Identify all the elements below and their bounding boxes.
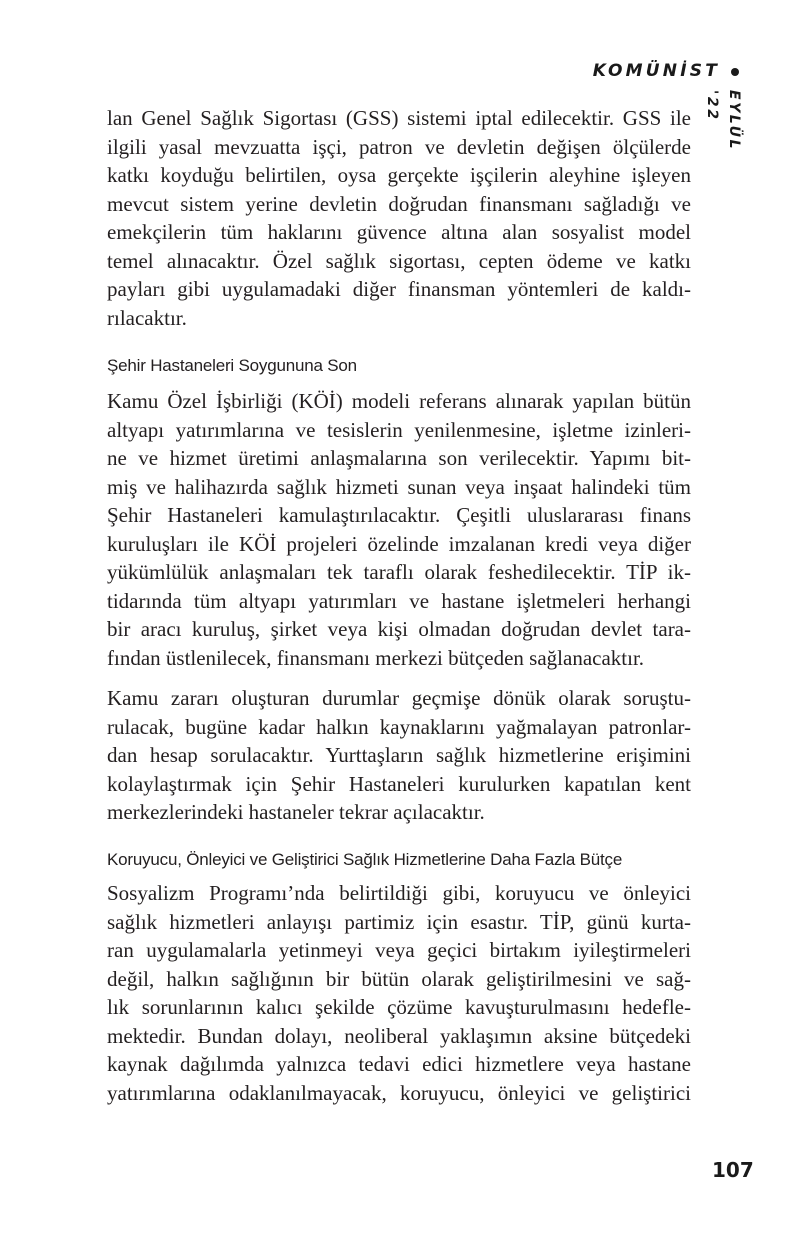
text-line: kaynak dağılımda yalnızca tedavi edici hizmetlere veya hastane — [107, 1052, 691, 1076]
text-line: kolaylaştırmak için Şehir Hastaneleri kurulurken kapatılan kent — [107, 771, 691, 796]
text-line: yatırımlarına odaklanılmayacak, koruyucu, önleyici ve geliştirici — [107, 1080, 691, 1105]
text-line: bir aracı kuruluş, şirket veya kişi olmadan doğrudan devlet tara- — [107, 617, 691, 641]
section-heading: Koruyucu, Önleyici ve Geliştirici Sağlık Hizmetlerine Daha Fazla Bütçe — [107, 850, 623, 869]
text-line: mektedir. Bundan dolayı, neoliberal yaklaşımın aksine bütçedeki — [107, 1023, 691, 1048]
text-line: ran uygulamalarla yetinmeyi veya geçici birtakım iyileştirmeleri — [107, 938, 691, 962]
text-line: lan Genel Sağlık Sigortası (GSS) sistemi iptal edilecektir. GSS ile — [107, 106, 691, 130]
publication-title: KOMÜNİST — [592, 61, 720, 81]
text-line: temel alınacaktır. Özel sağlık sigortası, cepten ödeme ve katkı — [107, 248, 691, 273]
text-line: Kamu Özel İşbirliği (KÖİ) modeli referans alınarak yapılan bütün — [107, 389, 691, 413]
text-line: ne ve hizmet üretimi anlaşmalarına son verilecektir. Yapımı bit- — [107, 446, 691, 470]
text-line: Sosyalizm Programı’nda belirtildiği gibi, koruyucu ve önleyici — [107, 881, 691, 905]
text-line: tidarında tüm altyapı yatırımları ve hastane işletmeleri herhangi — [107, 588, 691, 613]
text-line: katkı koyduğu belirtilen, oysa gerçekte işçilerin aleyhine işleyen — [107, 163, 691, 187]
text-line: dan hesap sorulacaktır. Yurttaşların sağlık hizmetlerine erişimini — [107, 743, 691, 767]
text-line: yükümlülük anlaşmaları tek taraflı olarak feshedilecektir. TİP ik- — [107, 560, 691, 584]
text-line: fından üstlenilecek, finansmanı merkezi bütçeden sağlanacaktır. — [107, 645, 645, 670]
text-line: değil, halkın sağlığının bir bütün olarak geliştirilmesini ve sağ- — [107, 966, 691, 991]
text-line: sağlık hizmetleri anlayışı partimiz için esastır. TİP, günü kurta- — [107, 909, 691, 934]
text-line: merkezlerindeki hastaneler tekrar açılacaktır. — [107, 800, 485, 824]
text-line: kuruluşları ile KÖİ projeleri özelinde imzalanan kredi veya diğer — [107, 531, 691, 556]
text-line: altyapı yatırımlarına ve tesislerin yenilenmesine, işletme izinleri- — [107, 417, 691, 442]
text-line: rılacaktır. — [107, 305, 187, 330]
section-heading: Şehir Hastaneleri Soygununa Son — [107, 356, 357, 375]
text-line: mevcut sistem yerine devletin doğrudan finansmanı sağladığı ve — [107, 191, 691, 216]
text-line: payları gibi uygulamadaki diğer finansman yöntemleri de kaldı- — [107, 277, 691, 301]
bullet-dot-icon — [731, 68, 739, 76]
page-number: 107 — [712, 1158, 754, 1182]
text-line: lık sorunlarının kalıcı şekilde çözüme kavuşturulmasını hedefle- — [107, 995, 691, 1019]
text-line: ilgili yasal mevzuatta işçi, patron ve devletin değişen ölçülerde — [107, 134, 691, 159]
text-line: Kamu zararı oluşturan durumlar geçmişe dönük olarak soruştu- — [107, 686, 691, 710]
text-line: Şehir Hastaneleri kamulaştırılacaktır. Çeşitli uluslararası finans — [107, 503, 691, 527]
issue-date: EYLÜL '22 — [704, 90, 742, 152]
text-line: miş ve halihazırda sağlık hizmeti sunan veya inşaat halindeki tüm — [107, 474, 691, 499]
text-line: rulacak, bugüne kadar halkın kaynaklarını yağmalayan patronlar- — [107, 714, 691, 739]
text-line: emekçilerin tüm haklarını güvence altına alan sosyalist model — [107, 220, 691, 244]
